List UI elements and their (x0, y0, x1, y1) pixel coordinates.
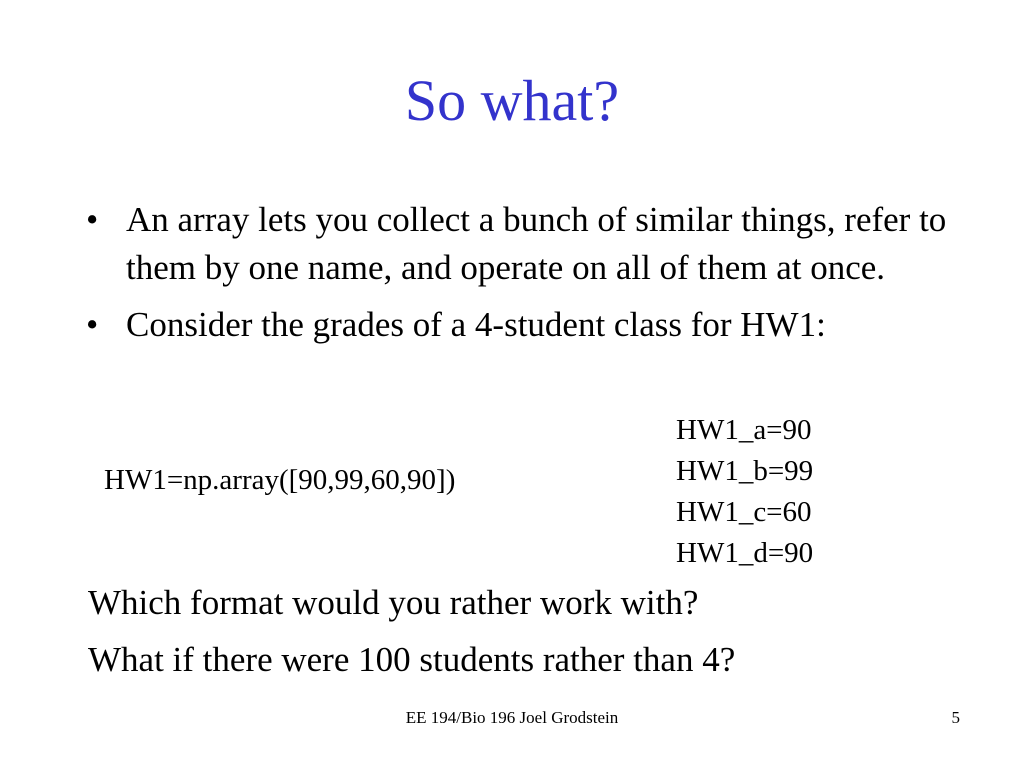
page-number: 5 (951, 708, 960, 727)
array-code: HW1=np.array([90,99,60,90]) (104, 464, 456, 496)
variable-line: HW1_b=99 (676, 455, 814, 487)
bullet-item (86, 301, 966, 349)
variable-line: HW1_c=60 (676, 496, 812, 528)
bullet-text: Consider the grades of a 4-student class for HW1: (126, 305, 826, 344)
separate-variables-list (676, 410, 813, 574)
bullet-list (86, 196, 966, 358)
bullet-dot-icon: • (86, 305, 99, 344)
bullet-text: An array lets you collect a bunch of similar things, refer to them by one name, and operate on all of them at once. (126, 200, 947, 287)
variable-line: HW1_d=90 (676, 537, 814, 569)
bullet-dot-icon: • (86, 200, 99, 239)
question-format: Which format would you rather work with? (88, 583, 699, 622)
variable-line: HW1_a=90 (676, 414, 812, 446)
bullet-item (86, 196, 966, 292)
slide-title: So what? (404, 68, 620, 133)
question-scale: What if there were 100 students rather than 4? (88, 640, 736, 679)
slide-footer: EE 194/Bio 196 Joel Grodstein (405, 708, 619, 727)
